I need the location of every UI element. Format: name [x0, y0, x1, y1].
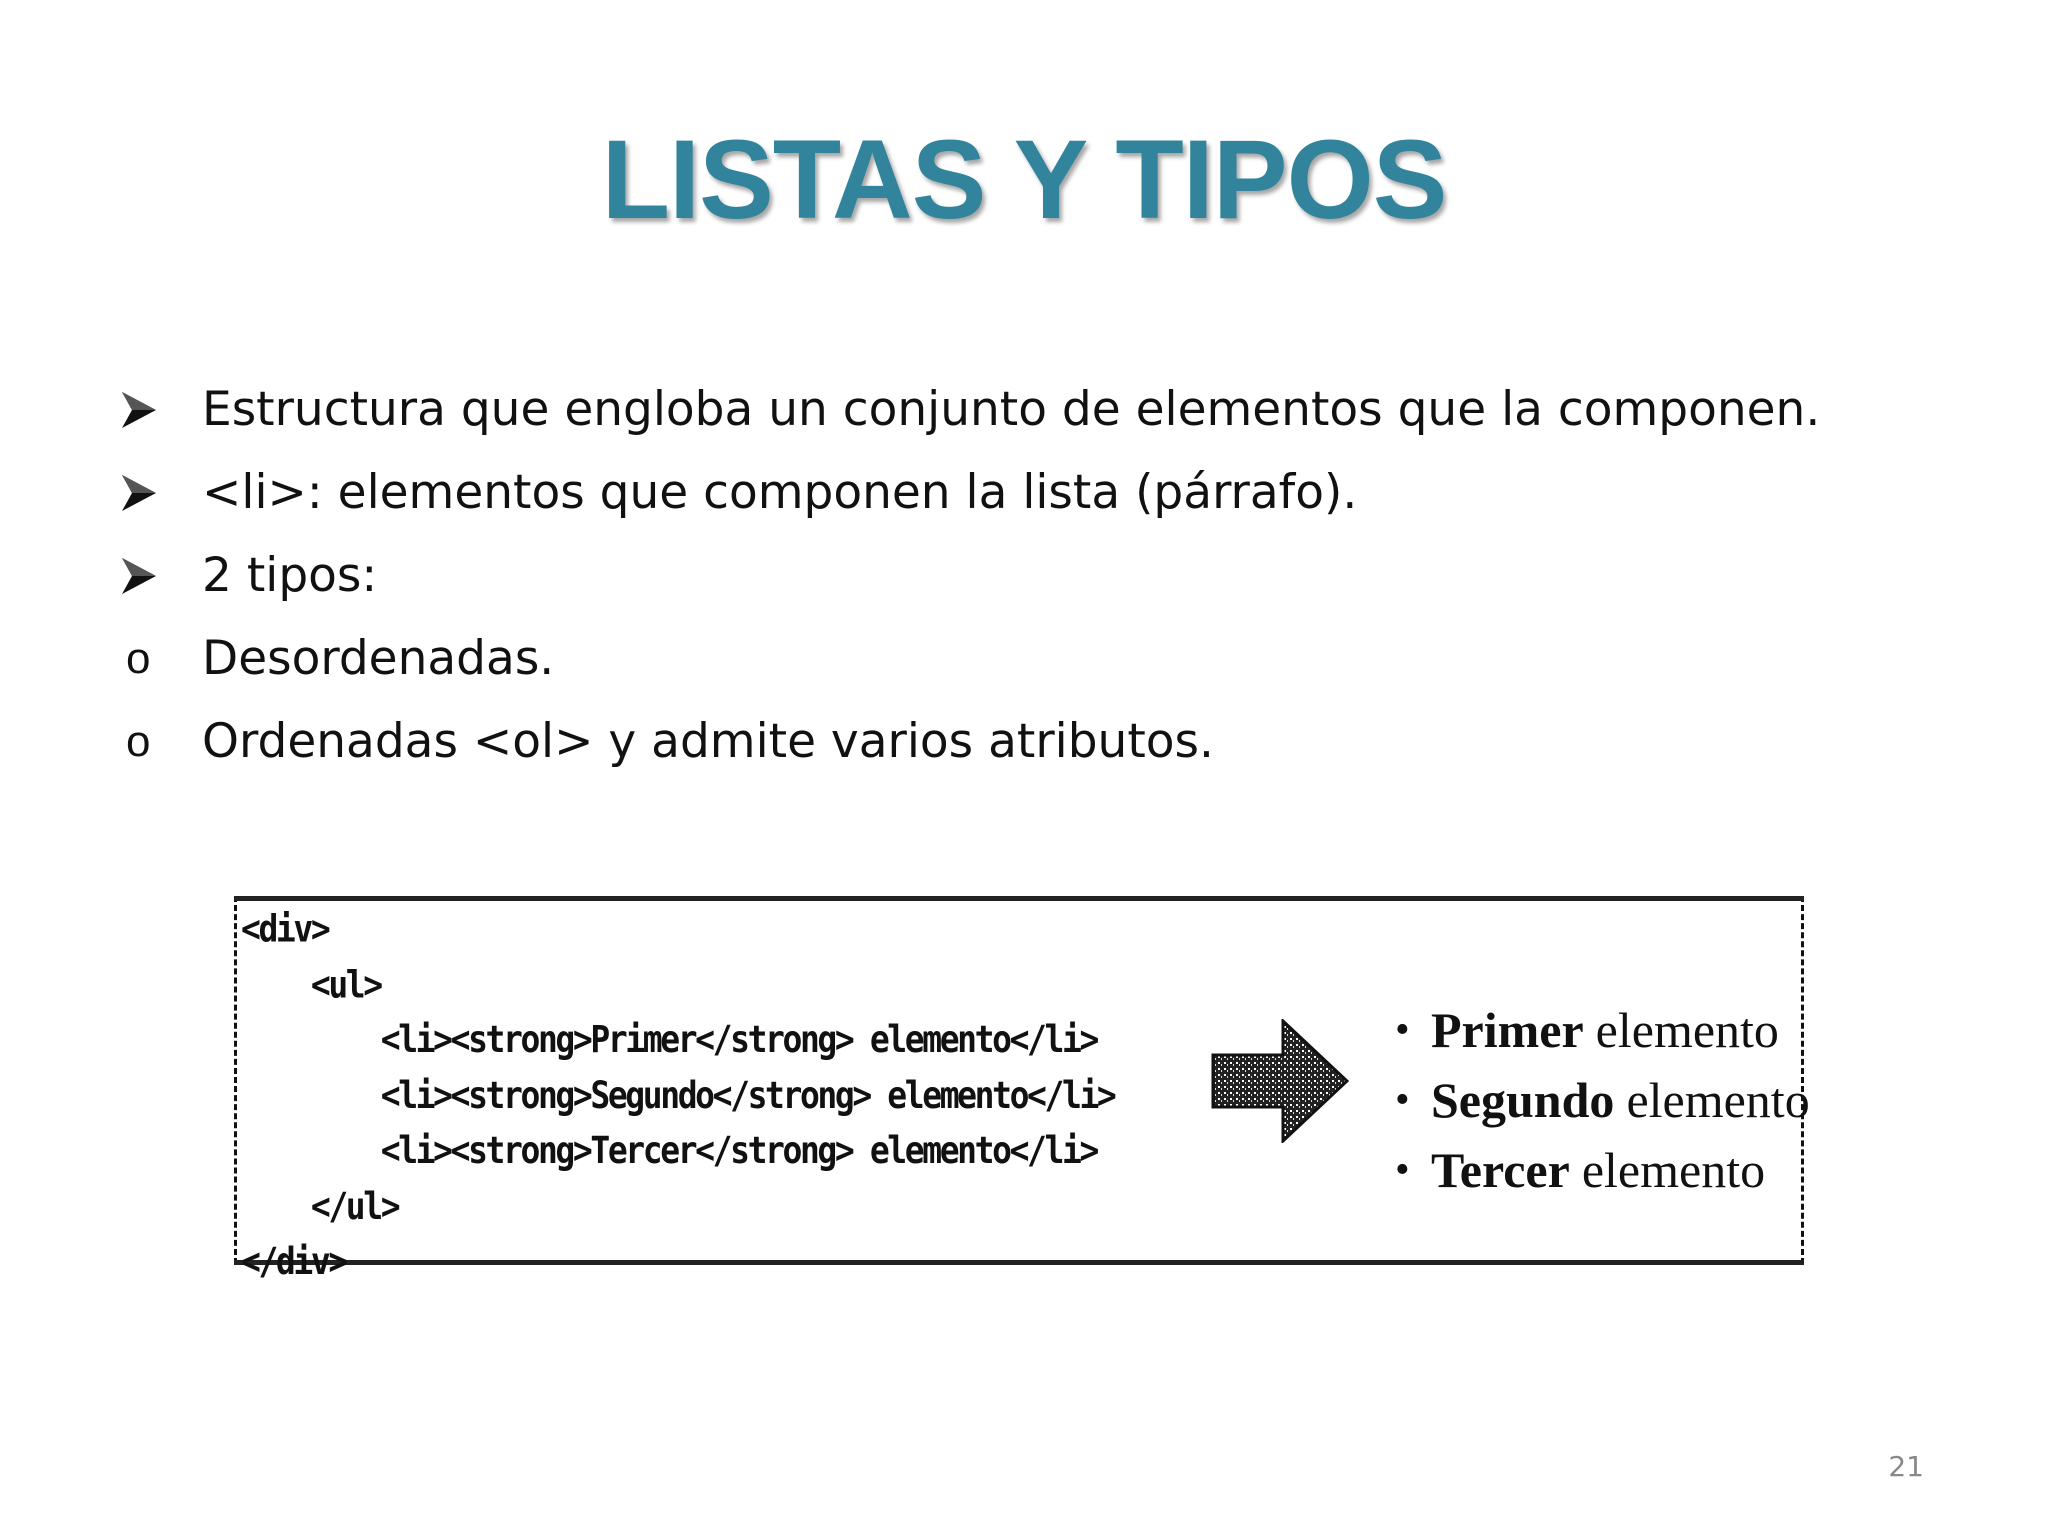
arrow-bullet-icon	[120, 473, 202, 513]
rendered-strong-text: Segundo	[1431, 1072, 1615, 1128]
list-item	[120, 534, 1940, 617]
list-item	[1395, 1135, 1810, 1205]
rendered-text: elemento	[1595, 1002, 1779, 1058]
code-line: </div>	[241, 1239, 346, 1283]
rendered-strong-text: Tercer	[1431, 1142, 1570, 1198]
list-item	[120, 368, 1940, 451]
list-item	[1395, 995, 1810, 1065]
bullet-dot: •	[1395, 1147, 1410, 1193]
arrow-bullet-icon	[120, 556, 202, 596]
code-line: <div>	[241, 906, 329, 951]
rendered-text: elemento	[1626, 1072, 1810, 1128]
code-line: <ul>	[241, 962, 381, 1006]
bullet-text: <li>: elementos que componen la lista (párrafo).	[202, 465, 1358, 520]
code-line: <li><strong>Tercer</strong> elemento</li>	[241, 1128, 1097, 1173]
rendered-list-output	[1395, 995, 1810, 1205]
list-item	[120, 617, 1940, 700]
code-line: <li><strong>Primer</strong> elemento</li>	[241, 1017, 1097, 1062]
bullet-text: 2 tipos:	[202, 548, 378, 603]
bullet-list	[120, 368, 1940, 783]
bullet-text: Desordenadas.	[202, 631, 555, 686]
bullet-dot: •	[1395, 1077, 1410, 1123]
circle-bullet-marker: o	[126, 633, 151, 683]
circle-bullet-marker: o	[126, 716, 151, 766]
bullet-text: Ordenadas <ol> y admite varios atributos.	[202, 714, 1214, 769]
list-item	[120, 700, 1940, 783]
list-item	[120, 451, 1940, 534]
arrow-bullet-icon	[120, 390, 202, 430]
rendered-strong-text: Primer	[1431, 1002, 1584, 1058]
bullet-dot: •	[1395, 1007, 1410, 1053]
slide-title: LISTAS Y TIPOS	[601, 117, 1447, 242]
html-code-snippet	[241, 901, 1114, 1289]
code-line: </ul>	[241, 1183, 399, 1228]
code-line: <li><strong>Segundo</strong> elemento</li>	[241, 1072, 1115, 1117]
code-example-figure	[234, 896, 1810, 1283]
list-item	[1395, 1065, 1810, 1135]
right-arrow-icon	[1211, 1019, 1349, 1143]
bullet-text: Estructura que engloba un conjunto de elementos que la componen.	[202, 382, 1821, 437]
rendered-text: elemento	[1581, 1142, 1766, 1198]
page-number: 21	[1888, 1450, 1924, 1483]
